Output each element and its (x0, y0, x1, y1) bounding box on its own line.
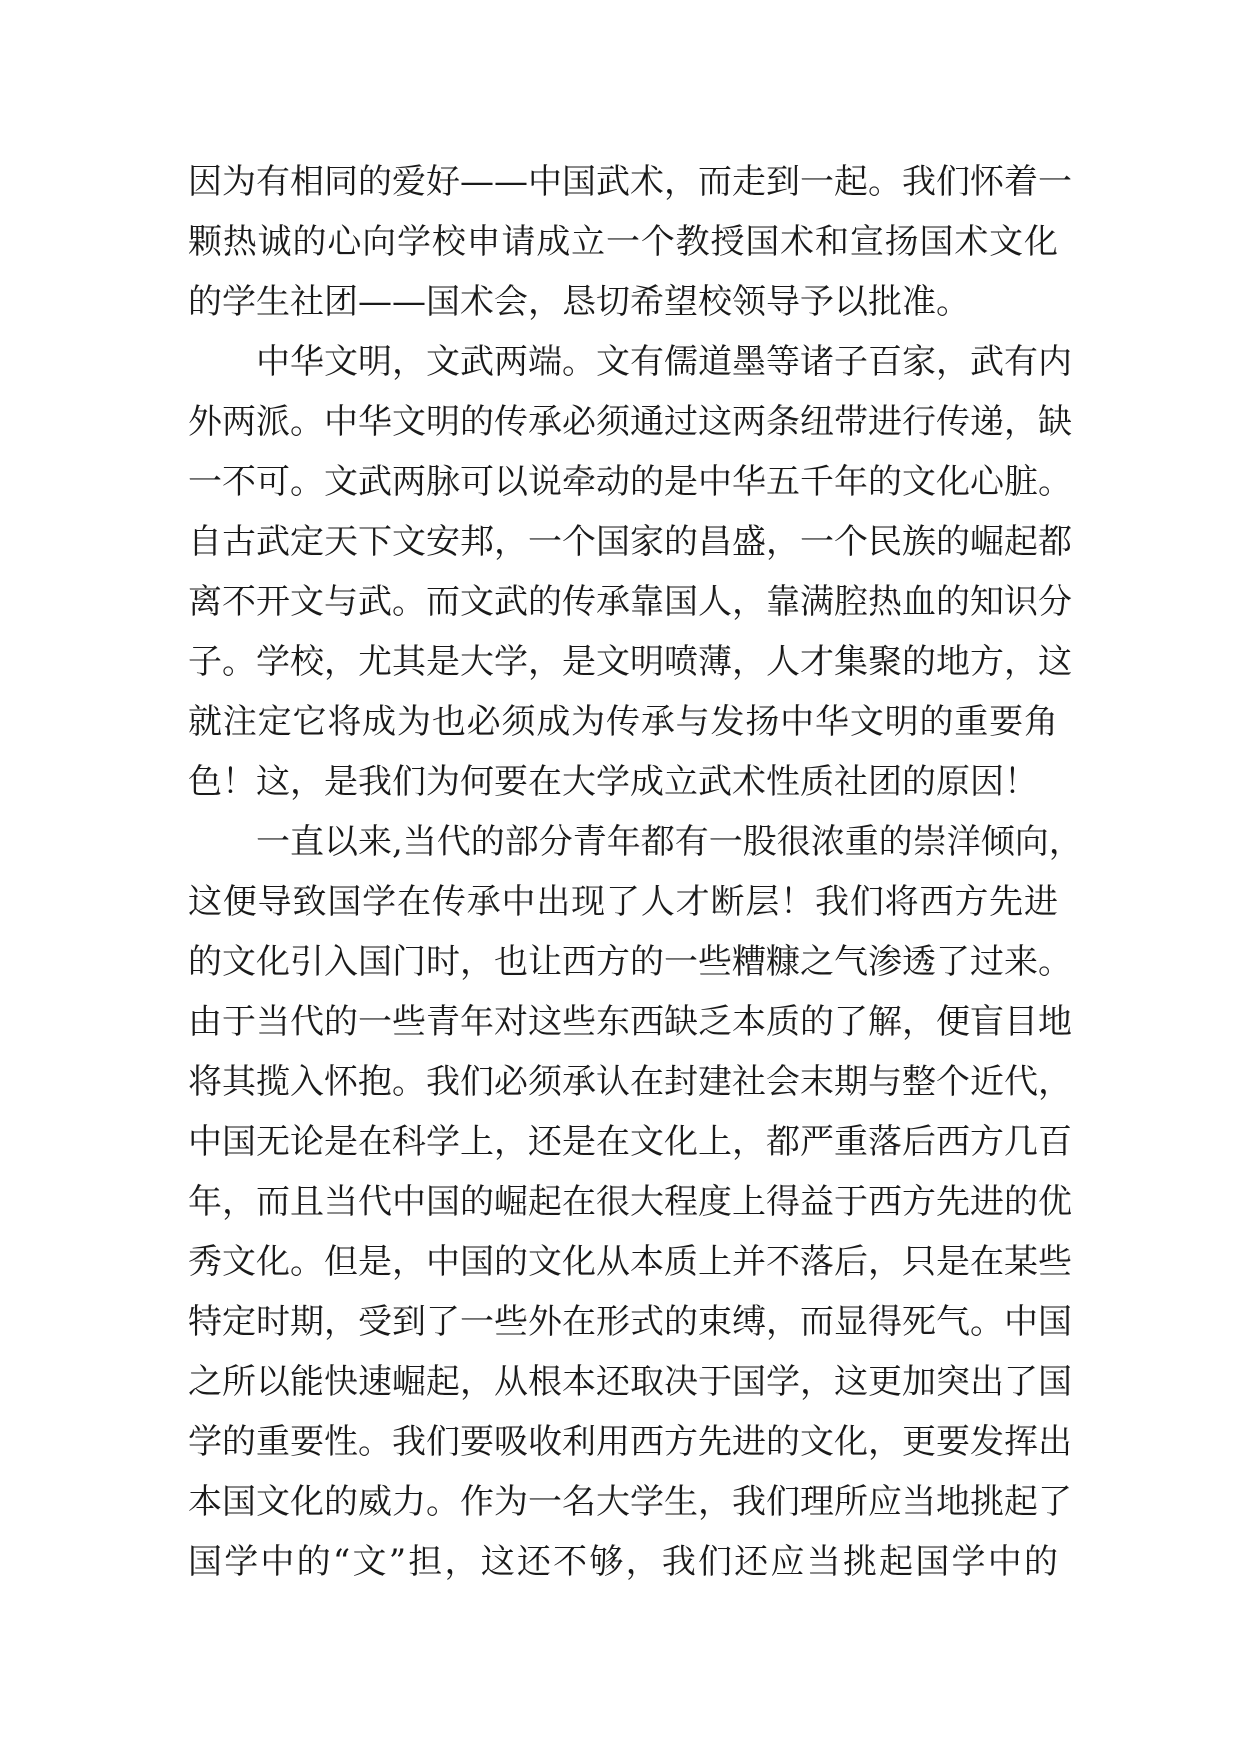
text-line: 秀文化。但是，中国的文化从本质上并不落后，只是在某些 (188, 1242, 1072, 1282)
text-line: 特定时期，受到了一些外在形式的束缚，而显得死气。中国 (188, 1302, 1072, 1342)
text-line: 中国无论是在科学上，还是在文化上，都严重落后西方几百 (188, 1122, 1072, 1162)
paragraph-first-line: 一直以来,当代的部分青年都有一股很浓重的崇洋倾向， (256, 822, 1083, 862)
text-line: 由于当代的一些青年对这些东西缺乏本质的了解，便盲目地 (188, 1002, 1072, 1042)
text-line: 色！这，是我们为何要在大学成立武术性质社团的原因！ (188, 762, 1038, 802)
text-line: 学的重要性。我们要吸收利用西方先进的文化，更要发挥出 (188, 1422, 1072, 1462)
text-line: 离不开文与武。而文武的传承靠国人，靠满腔热血的知识分 (188, 582, 1072, 622)
document-body (188, 152, 1083, 1592)
text-line: 本国文化的威力。作为一名大学生，我们理所应当地挑起了 (188, 1482, 1072, 1522)
text-line: 年，而且当代中国的崛起在很大程度上得益于西方先进的优 (188, 1182, 1072, 1222)
text-line: 国学中的“文”担，这还不够，我们还应当挑起国学中的 (188, 1542, 1058, 1582)
text-line: 的文化引入国门时，也让西方的一些糟糠之气渗透了过来。 (188, 942, 1072, 982)
text-line: 一不可。文武两脉可以说牵动的是中华五千年的文化心脏。 (188, 462, 1072, 502)
text-line: 自古武定天下文安邦，一个国家的昌盛，一个民族的崛起都 (188, 522, 1072, 562)
text-line: 子。学校，尤其是大学，是文明喷薄，人才集聚的地方，这 (188, 642, 1072, 682)
text-line: 因为有相同的爱好——中国武术，而走到一起。我们怀着一 (188, 162, 1072, 202)
text-line: 之所以能快速崛起，从根本还取决于国学，这更加突出了国 (188, 1362, 1072, 1402)
text-line: 的学生社团——国术会，恳切希望校领导予以批准。 (188, 282, 970, 322)
text-line: 颗热诚的心向学校申请成立一个教授国术和宣扬国术文化 (188, 222, 1058, 262)
text-line: 外两派。中华文明的传承必须通过这两条纽带进行传递，缺 (188, 402, 1072, 442)
text-line: 就注定它将成为也必须成为传承与发扬中华文明的重要角 (188, 702, 1058, 742)
paragraph-first-line: 中华文明，文武两端。文有儒道墨等诸子百家，武有内 (256, 342, 1072, 382)
text-line: 将其揽入怀抱。我们必须承认在封建社会末期与整个近代， (188, 1062, 1072, 1102)
text-line: 这便导致国学在传承中出现了人才断层！我们将西方先进 (188, 882, 1058, 922)
